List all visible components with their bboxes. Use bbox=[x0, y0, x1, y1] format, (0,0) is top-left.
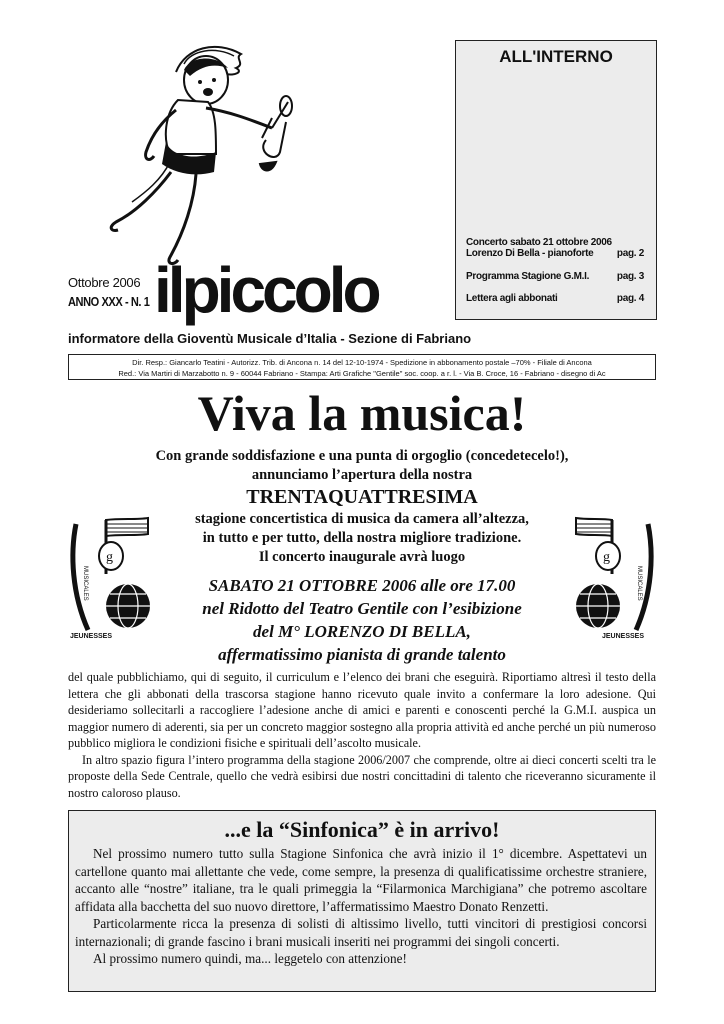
intro-line: Il concerto inaugurale avrà luogo bbox=[258, 549, 466, 565]
trumpet-child-illustration bbox=[66, 42, 296, 274]
article-paragraph: In altro spazio figura l’intero programma della stagione 2006/2007 che comprende, oltre ai dieci concerti scelti tra le proposte della Sede Centrale, quello che vedrà esibirsi due nostri concittadini di talento che riceveranno sicuramente il nostro caloroso plauso. bbox=[68, 752, 656, 800]
credits-line1: Dir. Resp.: Giancarlo Teatini - Autorizz. Trib. di Ancona n. 14 del 12-10-1974 - Spedizione in abbonamento postale –70% - Filiale di Ancona bbox=[132, 358, 592, 367]
sinfonica-paragraph: Particolarmente ricca la presenza di solisti di altissimo livello, tutti vincitori di prestigiosi concorsi internazionali; di grande fascino i brani musicali inseriti nei programmi dei singoli concerti. bbox=[75, 916, 647, 949]
toc-item bbox=[466, 237, 646, 259]
sinfonica-box bbox=[68, 810, 656, 992]
event-line: SABATO 21 OTTOBRE 2006 alle ore 17.00 bbox=[208, 576, 516, 595]
jeunesses-musicales-emblem bbox=[572, 514, 658, 642]
toc-item-line2: Lorenzo Di Bella - pianoforte bbox=[466, 248, 594, 259]
issue-number: ANNO XXX - N. 1 bbox=[68, 294, 150, 309]
sinfonica-paragraph: Al prossimo numero quindi, ma... leggetelo con attenzione! bbox=[93, 951, 407, 966]
event-line: affermatissimo pianista di grande talento bbox=[218, 645, 506, 664]
toc-item bbox=[466, 293, 646, 304]
toc-page: pag. 3 bbox=[616, 271, 644, 282]
emblem-text-bottom: JEUNESSES bbox=[70, 633, 113, 640]
sinfonica-title: ...e la “Sinfonica” è in arrivo! bbox=[224, 817, 500, 842]
emblem-text-top: MUSICALES bbox=[636, 566, 642, 601]
intro-line: Con grande soddisfazione e una punta di orgoglio (concedetecelo!), bbox=[155, 448, 569, 464]
toc-item-line1: Programma Stagione G.M.I. bbox=[466, 271, 590, 282]
sinfonica-paragraph: Nel prossimo numero tutto sulla Stagione Sinfonica che avrà inizio il 1° dicembre. Aspettatevi un cartellone quanto mai allettante che vede, come sempre, la presenza di qualificatissime orchestre straniere, accanto alle “nostre” italiane, tra le quali primeggia la “Filarmonica Marchigiana” che potremo ascoltare affidata alla bacchetta del suo nuovo direttore, l’affermatissimo Maestro Donato Renzetti. bbox=[75, 846, 647, 914]
svg-text:g: g bbox=[603, 550, 610, 565]
inside-title: ALL'INTERNO bbox=[499, 47, 613, 66]
credits-line2: Red.: Via Martiri di Marzabotto n. 9 - 60044 Fabriano - Stampa: Arti Grafiche "Gentile" soc. coop. a r. l. - Via B. Croce, 16 - Fabriano - disegno di Ac bbox=[118, 369, 606, 378]
article-body bbox=[68, 669, 656, 801]
tagline: informatore della Gioventù Musicale d’Italia - Sezione di Fabriano bbox=[68, 331, 472, 346]
sinfonica-body bbox=[75, 845, 647, 968]
toc-item bbox=[466, 271, 646, 282]
intro-line: annunciamo l’apertura della nostra bbox=[251, 467, 473, 483]
event-line: nel Ridotto del Teatro Gentile con l’esibizione bbox=[202, 599, 522, 618]
toc-item-line1: Lettera agli abbonati bbox=[466, 293, 558, 304]
jeunesses-musicales-emblem bbox=[66, 514, 152, 642]
inside-contents-box bbox=[455, 40, 657, 320]
intro-line: in tutto e per tutto, della nostra migliore tradizione. bbox=[202, 530, 522, 546]
intro-line: stagione concertistica di musica da camera all’altezza, bbox=[195, 511, 529, 527]
toc-item-line1: Concerto sabato 21 ottobre 2006 bbox=[466, 237, 612, 248]
emblem-text-top: MUSICALES bbox=[82, 566, 88, 601]
article-paragraph: del quale pubblichiamo, qui di seguito, il curriculum e l’elenco dei brani che eseguirà. Riportiamo altresì il testo della lettera che gli abbonati della trascorsa stagione hanno ricevuto quale invito a confermare la loro adesione. Qui desideriamo sollecitarli a raccogliere l’adesione anche di amici e parenti e conoscenti perché la G.M.I. auspica un maggior numero di aderenti, sia per un concreto maggior sostegno alla propria attività ed anche perché un più numeroso pubblico migliora le condizioni fisiche e spirituali dell’ascolto musicale. bbox=[68, 670, 656, 750]
headline: Viva la musica! bbox=[197, 385, 527, 441]
toc-page: pag. 4 bbox=[616, 293, 644, 304]
newspaper-logo: ilpiccolo bbox=[154, 254, 378, 326]
issue-date: Ottobre 2006 bbox=[68, 275, 141, 290]
season-ordinal: TRENTAQUATTRESIMA bbox=[246, 486, 478, 508]
emblem-text-bottom: JEUNESSES bbox=[602, 633, 645, 640]
publication-credits bbox=[68, 354, 656, 380]
event-line: del M° LORENZO DI BELLA, bbox=[253, 622, 471, 641]
svg-text:g: g bbox=[106, 550, 113, 565]
toc-page: pag. 2 bbox=[616, 248, 644, 259]
